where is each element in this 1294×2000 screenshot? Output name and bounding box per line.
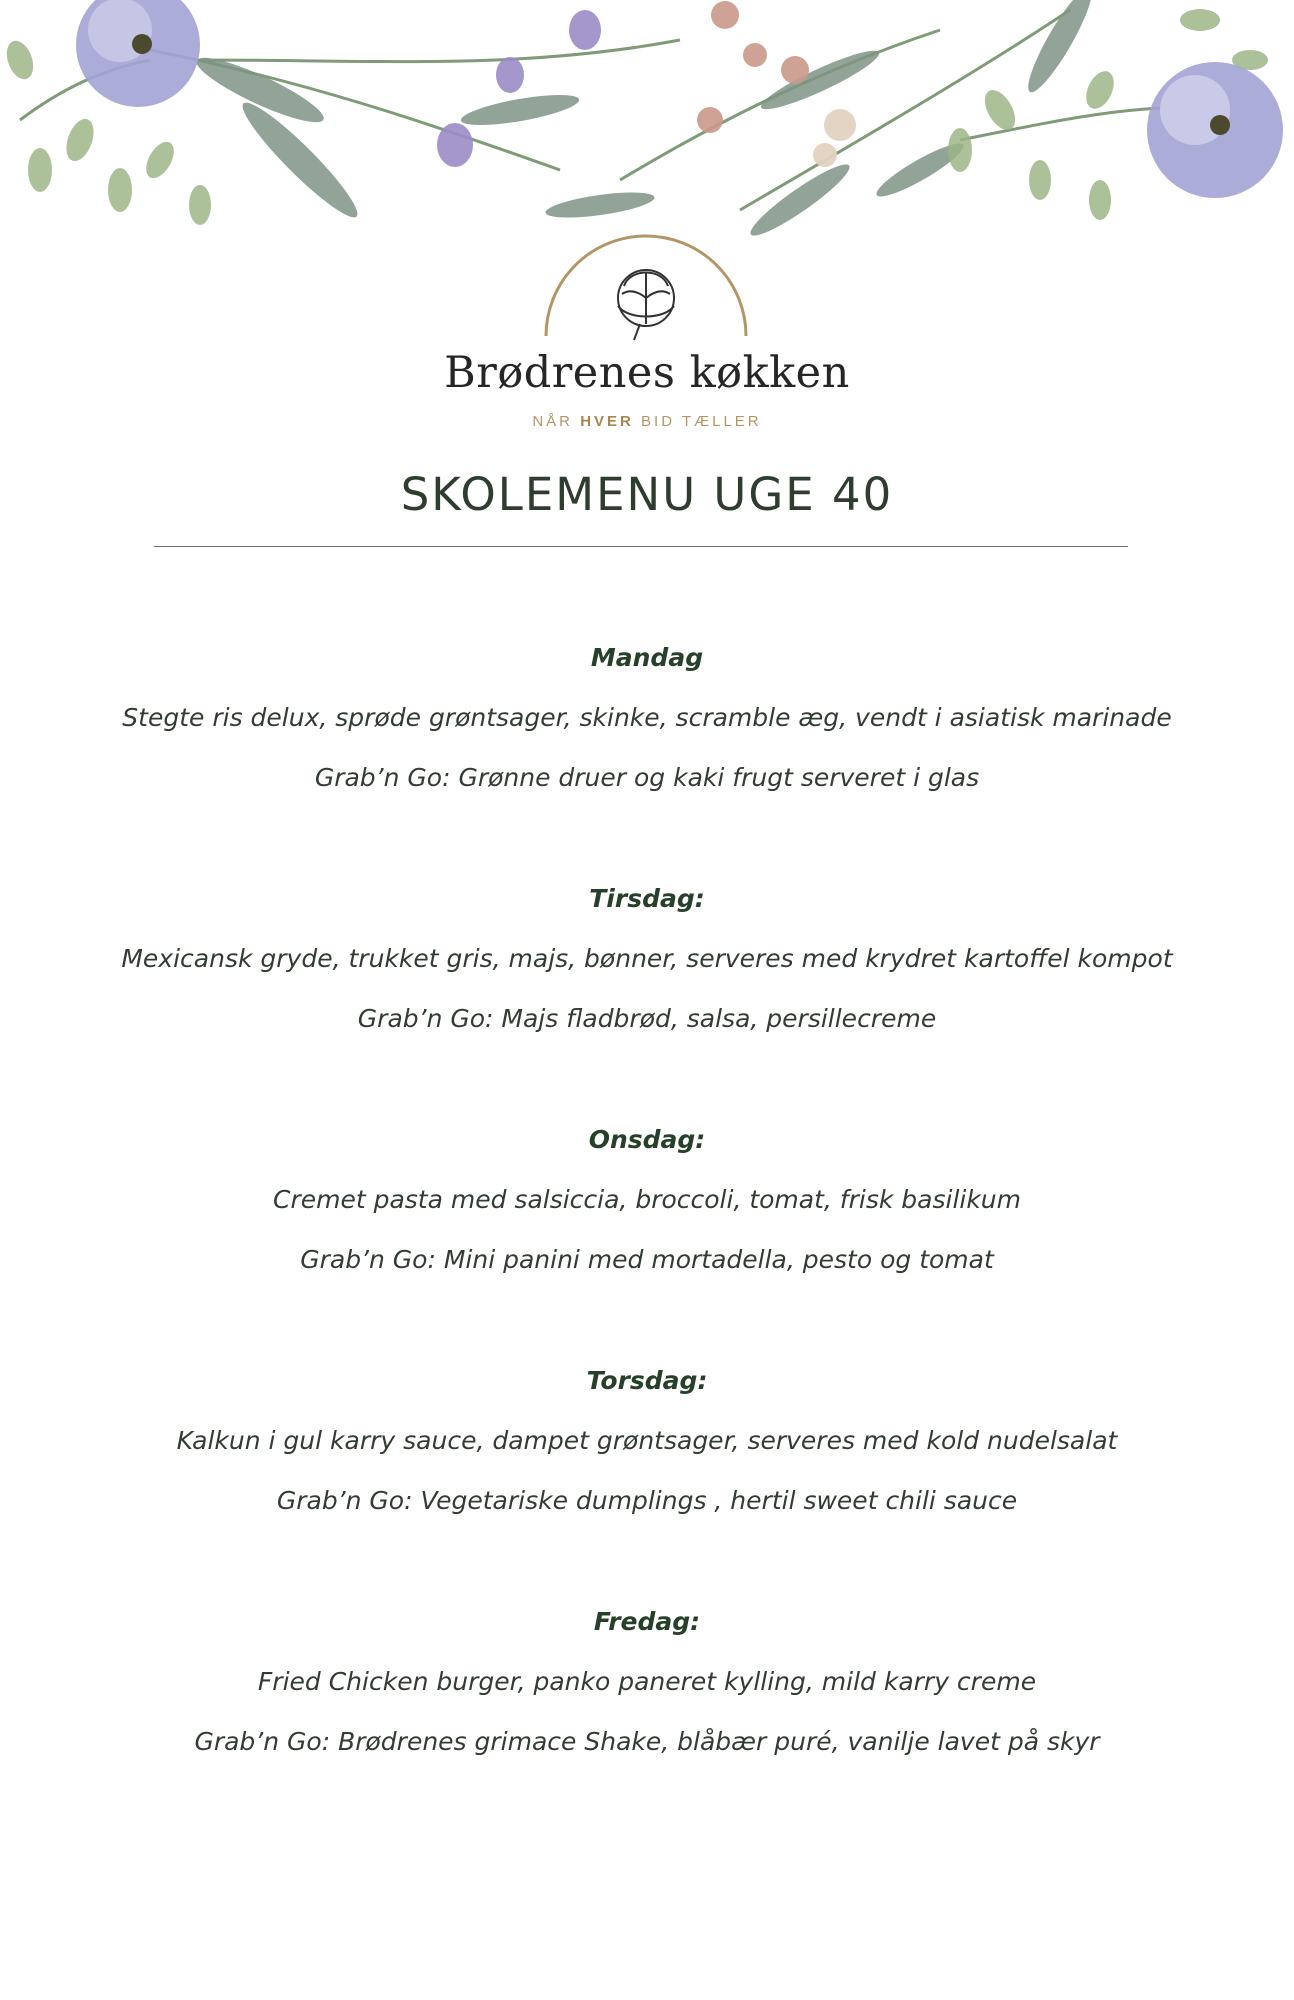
day-dish: Cremet pasta med salsiccia, broccoli, tomat, frisk basilikum (272, 1185, 1022, 1214)
flower-left-icon (76, 0, 200, 107)
brand-tagline: NÅR HVER BID TÆLLER (532, 413, 762, 430)
flower-right-icon (1147, 62, 1283, 198)
day-name: Torsdag: (586, 1366, 708, 1395)
brand-logo (0, 228, 1294, 438)
day-thursday (0, 1351, 1294, 1592)
page-title: SKOLEMENU UGE 40 (400, 468, 894, 521)
day-grab-and-go: Grab’n Go: Majs fladbrød, salsa, persillecreme (357, 1004, 937, 1033)
day-tuesday (0, 869, 1294, 1110)
floral-header-illustration (0, 0, 1294, 250)
cabbage-logo-icon (0, 228, 1294, 368)
day-grab-and-go: Grab’n Go: Mini panini med mortadella, pesto og tomat (300, 1245, 994, 1274)
day-grab-and-go: Grab’n Go: Vegetariske dumplings , hertil sweet chili sauce (276, 1486, 1018, 1515)
day-name: Mandag (590, 643, 704, 672)
title-divider (154, 546, 1128, 547)
brand-name: Brødrenes køkken (444, 348, 850, 398)
day-name: Fredag: (593, 1607, 701, 1636)
day-dish: Fried Chicken burger, panko paneret kylling, mild karry creme (257, 1667, 1037, 1696)
day-monday (0, 628, 1294, 869)
day-dish: Mexicansk gryde, trukket gris, majs, bønner, serveres med krydret kartoffel kompot (121, 944, 1173, 973)
weekly-menu (0, 628, 1294, 1833)
day-friday (0, 1592, 1294, 1833)
day-dish: Kalkun i gul karry sauce, dampet grøntsager, serveres med kold nudelsalat (176, 1426, 1118, 1455)
day-name: Tirsdag: (589, 884, 705, 913)
day-grab-and-go: Grab’n Go: Grønne druer og kaki frugt serveret i glas (314, 763, 980, 792)
day-name: Onsdag: (588, 1125, 706, 1154)
day-dish: Stegte ris delux, sprøde grøntsager, skinke, scramble æg, vendt i asiatisk marinade (122, 703, 1172, 732)
day-wednesday (0, 1110, 1294, 1351)
day-grab-and-go: Grab’n Go: Brødrenes grimace Shake, blåbær puré, vanilje lavet på skyr (194, 1727, 1100, 1756)
